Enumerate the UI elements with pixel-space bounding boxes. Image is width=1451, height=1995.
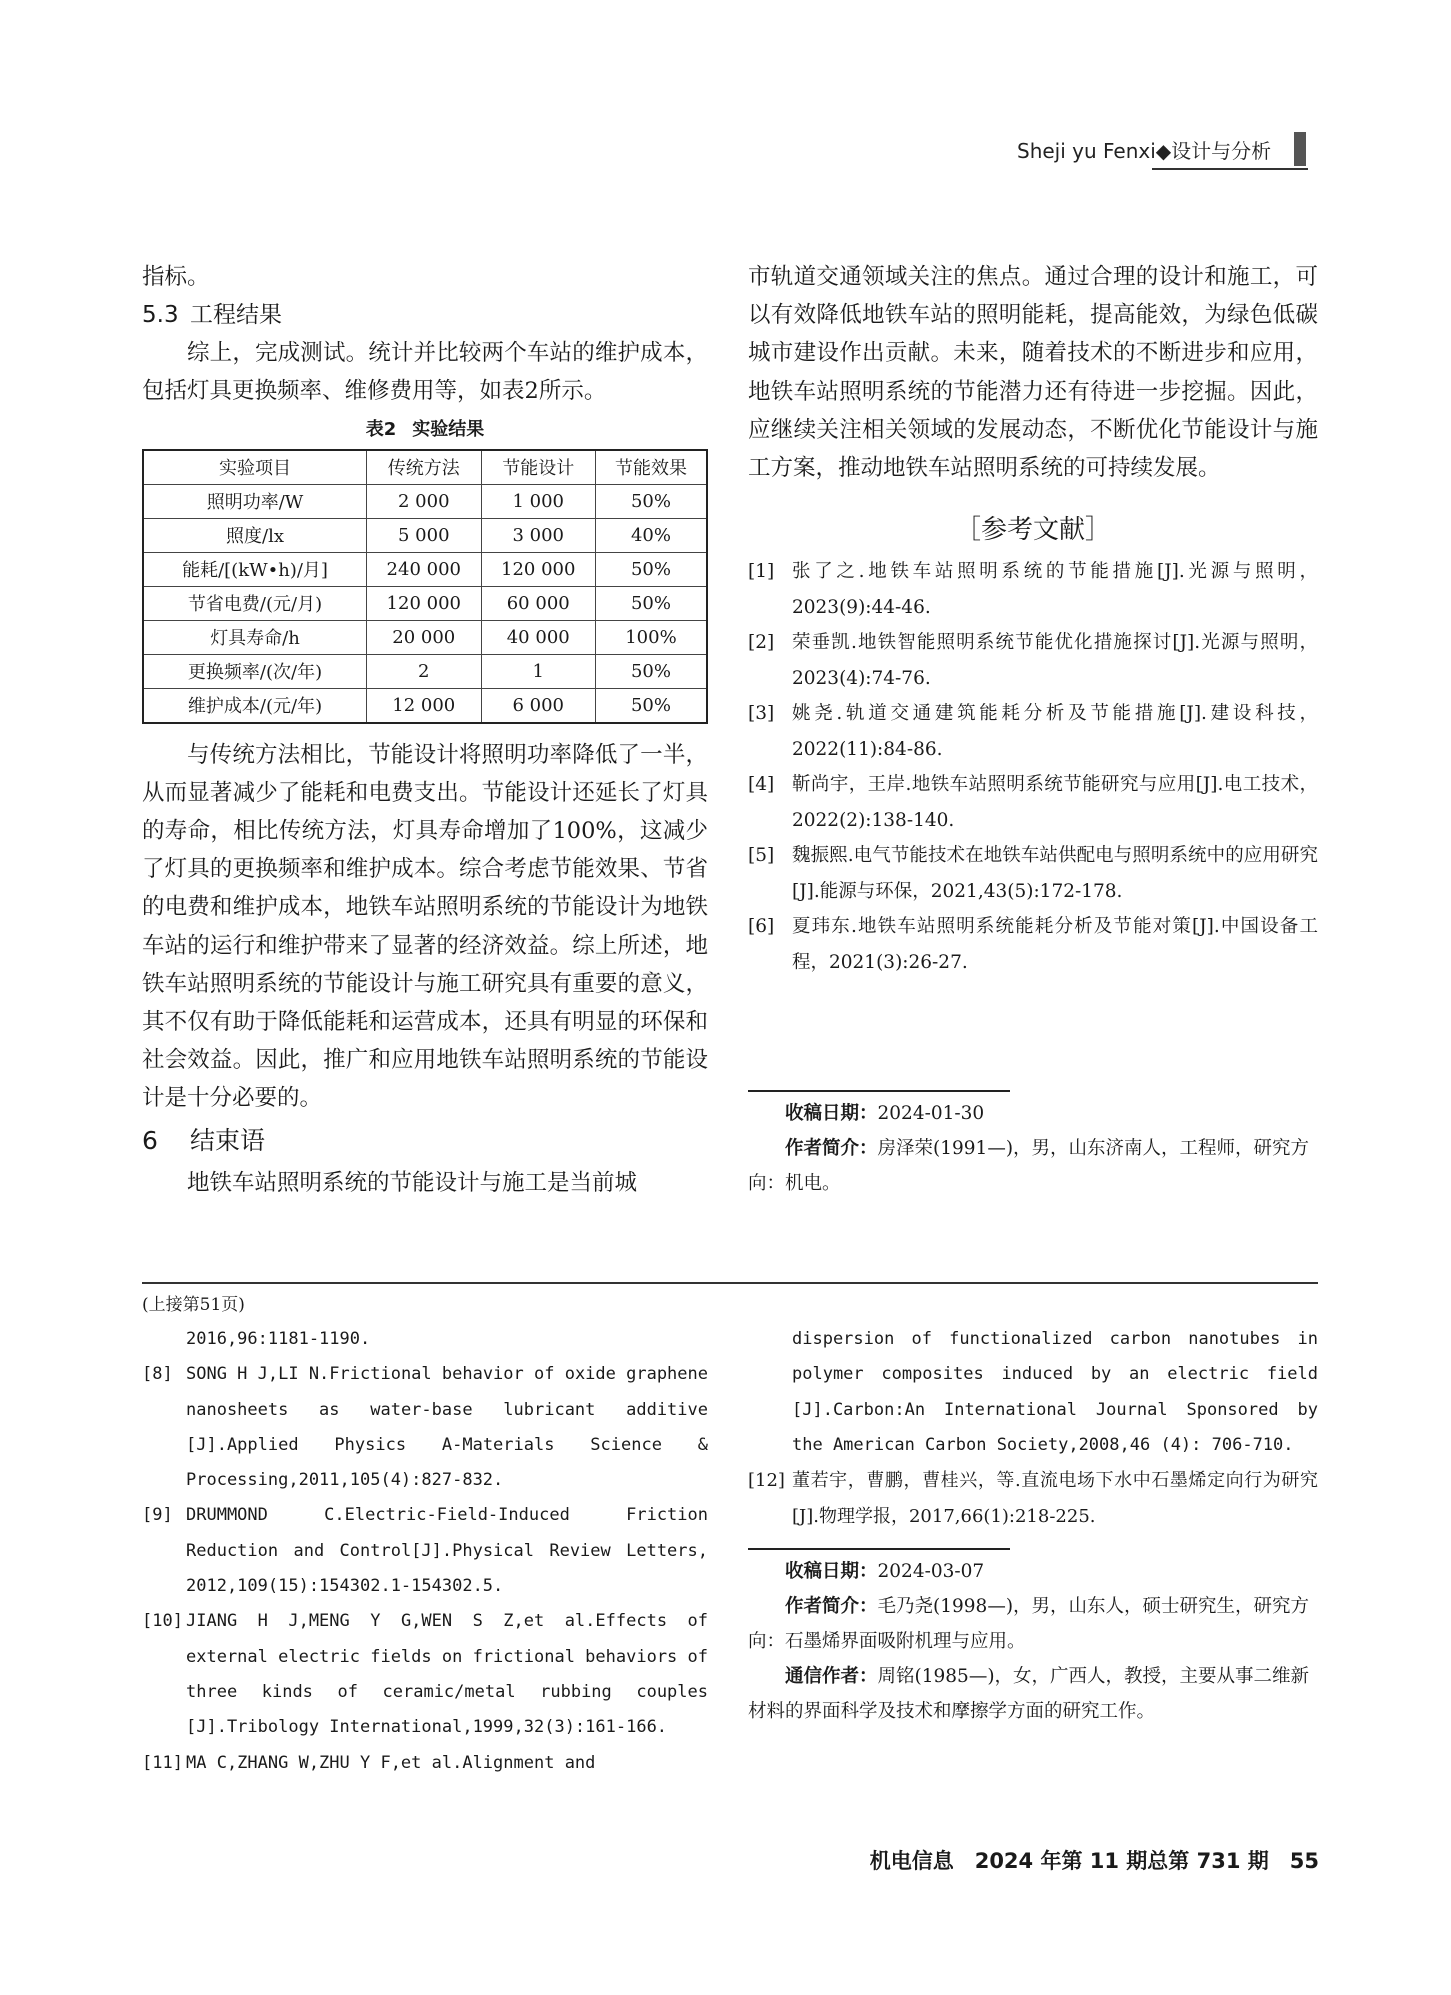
footnote-rule [748, 1548, 1010, 1550]
reference-text: JIANG H J,MENG Y G,WEN S Z,et al.Effects of external electric fields on frictional behaviors of three kinds of ceramic/metal rubbing couples [J].Tribology International,1999,32(3):161-166. [186, 1611, 708, 1738]
section-number: 5.3 [142, 302, 179, 329]
table-cell: 照明功率/W [143, 484, 367, 518]
reference-text: 靳尚宇，王岸.地铁车站照明系统节能研究与应用[J].电工技术，2022(2):138-140. [792, 774, 1318, 831]
table-row [143, 552, 707, 586]
table-row [143, 620, 707, 654]
table-cell: 20 000 [367, 620, 481, 654]
corresponding-text: 周铭(1985—)，女，广西人，教授，主要从事二维新材料的界面科学及技术和摩擦学方面的研究工作。 [748, 1665, 1310, 1722]
table-cell: 60 000 [481, 586, 595, 620]
reference-text: SONG H J,LI N.Frictional behavior of oxide graphene nanosheets as water-base lubricant additive [J].Applied Physics A-Materials Science & Processing,2011,105(4):827-832. [186, 1364, 708, 1491]
reference-item [748, 554, 1318, 625]
reference-number: [6] [748, 916, 775, 938]
reference-item [142, 1604, 708, 1745]
paragraph-conclusion-cont: 市轨道交通领域关注的焦点。通过合理的设计和施工，可以有效降低地铁车站的照明能耗，提高能效，为绿色低碳城市建设作出贡献。未来，随着技术的不断进步和应用，地铁车站照明系统的节能潜力还有待进一步挖掘。因此，应继续关注相关领域的发展动态，不断优化节能设计与施工方案，推动地铁车站照明系统的可持续发展。 [748, 264, 1318, 482]
table-cell: 50% [595, 552, 707, 586]
corresponding-author [748, 1659, 1318, 1729]
article-divider [142, 1282, 1318, 1284]
corresponding-label: 通信作者： [785, 1665, 878, 1687]
table-cell: 3 000 [481, 518, 595, 552]
paragraph-comparison: 与传统方法相比，节能设计将照明功率降低了一半，从而显著减少了能耗和电费支出。节能设计还延长了灯具的寿命，相比传统方法，灯具寿命增加了100%，这减少了灯具的更换频率和维护成本。综合考虑节能效果、节省的电费和维护成本，地铁车站照明系统的节能设计为地铁车站的运行和维护带来了显著的经济效益。综上所述，地铁车站照明系统的节能设计与施工研究具有重要的意义，其不仅有助于降低能耗和运营成本，还具有明显的环保和社会效益。因此，推广和应用地铁车站照明系统的节能设计是十分必要的。 [142, 741, 708, 1112]
author-bio-text: 毛乃尧(1998—)，男，山东人，硕士研究生，研究方向：石墨烯界面吸附机理与应用。 [748, 1595, 1310, 1652]
reference-text: 魏振熙.电气节能技术在地铁车站供配电与照明系统中的应用研究[J].能源与环保，2021,43(5):172-178. [792, 845, 1318, 902]
footnote-rule [748, 1090, 1010, 1092]
table-row [143, 586, 707, 620]
table-cell: 240 000 [367, 552, 481, 586]
author-label: 作者简介： [785, 1595, 878, 1617]
top-fragment: 指标。 [142, 264, 210, 290]
reference-text: 夏玮东.地铁车站照明系统能耗分析及节能对策[J].中国设备工程，2021(3):26-27. [792, 916, 1318, 973]
reference-item [142, 1498, 708, 1604]
table-cell: 节省电费/(元/月) [143, 586, 367, 620]
reference-item [142, 1746, 708, 1781]
table-cell: 50% [595, 688, 707, 723]
reference-number: [3] [748, 703, 775, 725]
table-cell: 50% [595, 484, 707, 518]
table-cell: 2 000 [367, 484, 481, 518]
table-cell: 5 000 [367, 518, 481, 552]
reference-number: [2] [748, 632, 775, 654]
received-label: 收稿日期： [785, 1102, 878, 1124]
reference-number: [10] [142, 1611, 183, 1632]
received-label: 收稿日期： [785, 1560, 878, 1582]
received-date-value: 2024-03-07 [877, 1560, 985, 1582]
table-cell: 120 000 [481, 552, 595, 586]
reference-item [748, 838, 1318, 909]
table-caption [142, 415, 708, 441]
table-cell: 12 000 [367, 688, 481, 723]
table-cell: 120 000 [367, 586, 481, 620]
table-row [143, 654, 707, 688]
table-header-cell: 节能效果 [595, 450, 707, 485]
reference-number: [5] [748, 845, 775, 867]
author-bio [748, 1131, 1318, 1201]
table-row [143, 484, 707, 518]
table-cell: 50% [595, 654, 707, 688]
reference-item [748, 767, 1318, 838]
table-cell: 维护成本/(元/年) [143, 688, 367, 723]
reference-text: DRUMMOND C.Electric-Field-Induced Friction Reduction and Control[J].Physical Review Letters, 2012,109(15):154302.1-154302.5. [186, 1505, 708, 1597]
table-header-cell: 节能设计 [481, 450, 595, 485]
author-label: 作者简介： [785, 1137, 878, 1159]
author-bio-text: 房泽荣(1991—)，男，山东济南人，工程师，研究方向：机电。 [748, 1137, 1310, 1194]
table-cell: 100% [595, 620, 707, 654]
section-heading-5-3 [142, 296, 708, 334]
running-head-bar [1294, 132, 1306, 166]
reference-text: MA C,ZHANG W,ZHU Y F,et al.Alignment and [186, 1752, 596, 1773]
table-cell: 2 [367, 654, 481, 688]
table-cell: 50% [595, 586, 707, 620]
table-header-cell: 实验项目 [143, 450, 367, 485]
table-cell: 6 000 [481, 688, 595, 723]
reference-text: 董若宇，曹鹏，曹桂兴，等.直流电场下水中石墨烯定向行为研究[J].物理学报，2017,66(1):218-225. [792, 1470, 1318, 1527]
left-column [142, 258, 708, 1202]
table-cell: 1 [481, 654, 595, 688]
references-title: ［参考文献］ [954, 515, 1111, 546]
reference-number: [9] [142, 1505, 173, 1526]
table-header-row [143, 450, 707, 485]
received-date [748, 1096, 1318, 1131]
page-footer: 机电信息 2024 年第 11 期总第 731 期 55 [869, 1849, 1319, 1873]
section-title: 工程结果 [190, 302, 282, 329]
reference-number: [11] [142, 1752, 183, 1773]
table-cell: 40 000 [481, 620, 595, 654]
table-caption-title: 实验结果 [412, 418, 485, 440]
table-row [143, 688, 707, 723]
reference-7-tail: 2016,96:1181-1190. [186, 1329, 371, 1349]
reference-text: 荣垂凯.地铁智能照明系统节能优化措施探讨[J].光源与照明，2023(4):74-76. [792, 632, 1318, 689]
paragraph-conclusion-start: 地铁车站照明系统的节能设计与施工是当前城 [187, 1169, 638, 1196]
paragraph-test-summary: 综上，完成测试。统计并比较两个车站的维护成本，包括灯具更换频率、维修费用等，如表2所示。 [142, 340, 708, 405]
table-cell: 更换频率/(次/年) [143, 654, 367, 688]
author-bio [748, 1589, 1318, 1659]
reference-number: [1] [748, 561, 775, 583]
table-cell: 能耗/[(kW•h)/月] [143, 552, 367, 586]
reference-item [748, 909, 1318, 980]
reference-number: [12] [748, 1470, 785, 1492]
reference-item [748, 1463, 1318, 1534]
continued-references-left [142, 1288, 708, 1781]
reference-11-continued: dispersion of functionalized carbon nanotubes in polymer composites induced by an electric field [J].Carbon:An International Journal Sponsored by the American Carbon Society,2008,46 (4): 706-710. [792, 1329, 1318, 1455]
section-title: 结束语 [190, 1125, 266, 1155]
reference-text: 姚尧.轨道交通建筑能耗分析及节能措施[J].建设科技，2022(11):84-86. [792, 703, 1318, 760]
table-cell: 灯具寿命/h [143, 620, 367, 654]
right-column [748, 258, 1318, 1201]
reference-item [748, 625, 1318, 696]
reference-item [142, 1357, 708, 1498]
results-table [142, 449, 708, 724]
received-date [748, 1554, 1318, 1589]
table-caption-number: 表2 [365, 418, 397, 440]
table-cell: 40% [595, 518, 707, 552]
reference-item [748, 696, 1318, 767]
table-cell: 照度/lx [143, 518, 367, 552]
continued-note: (上接第51页) [142, 1295, 245, 1315]
table-cell: 1 000 [481, 484, 595, 518]
reference-number: [4] [748, 774, 775, 796]
reference-text: 张了之.地铁车站照明系统的节能措施[J].光源与照明，2023(9):44-46. [792, 561, 1318, 618]
received-date-value: 2024-01-30 [877, 1102, 985, 1124]
table-header-cell: 传统方法 [367, 450, 481, 485]
running-head-underline [1152, 168, 1308, 170]
table-row [143, 518, 707, 552]
section-heading-6 [142, 1118, 708, 1164]
section-number: 6 [142, 1125, 158, 1155]
continued-references-right [748, 1322, 1318, 1729]
running-head: Sheji yu Fenxi◆设计与分析 [1017, 139, 1272, 163]
reference-number: [8] [142, 1364, 173, 1385]
